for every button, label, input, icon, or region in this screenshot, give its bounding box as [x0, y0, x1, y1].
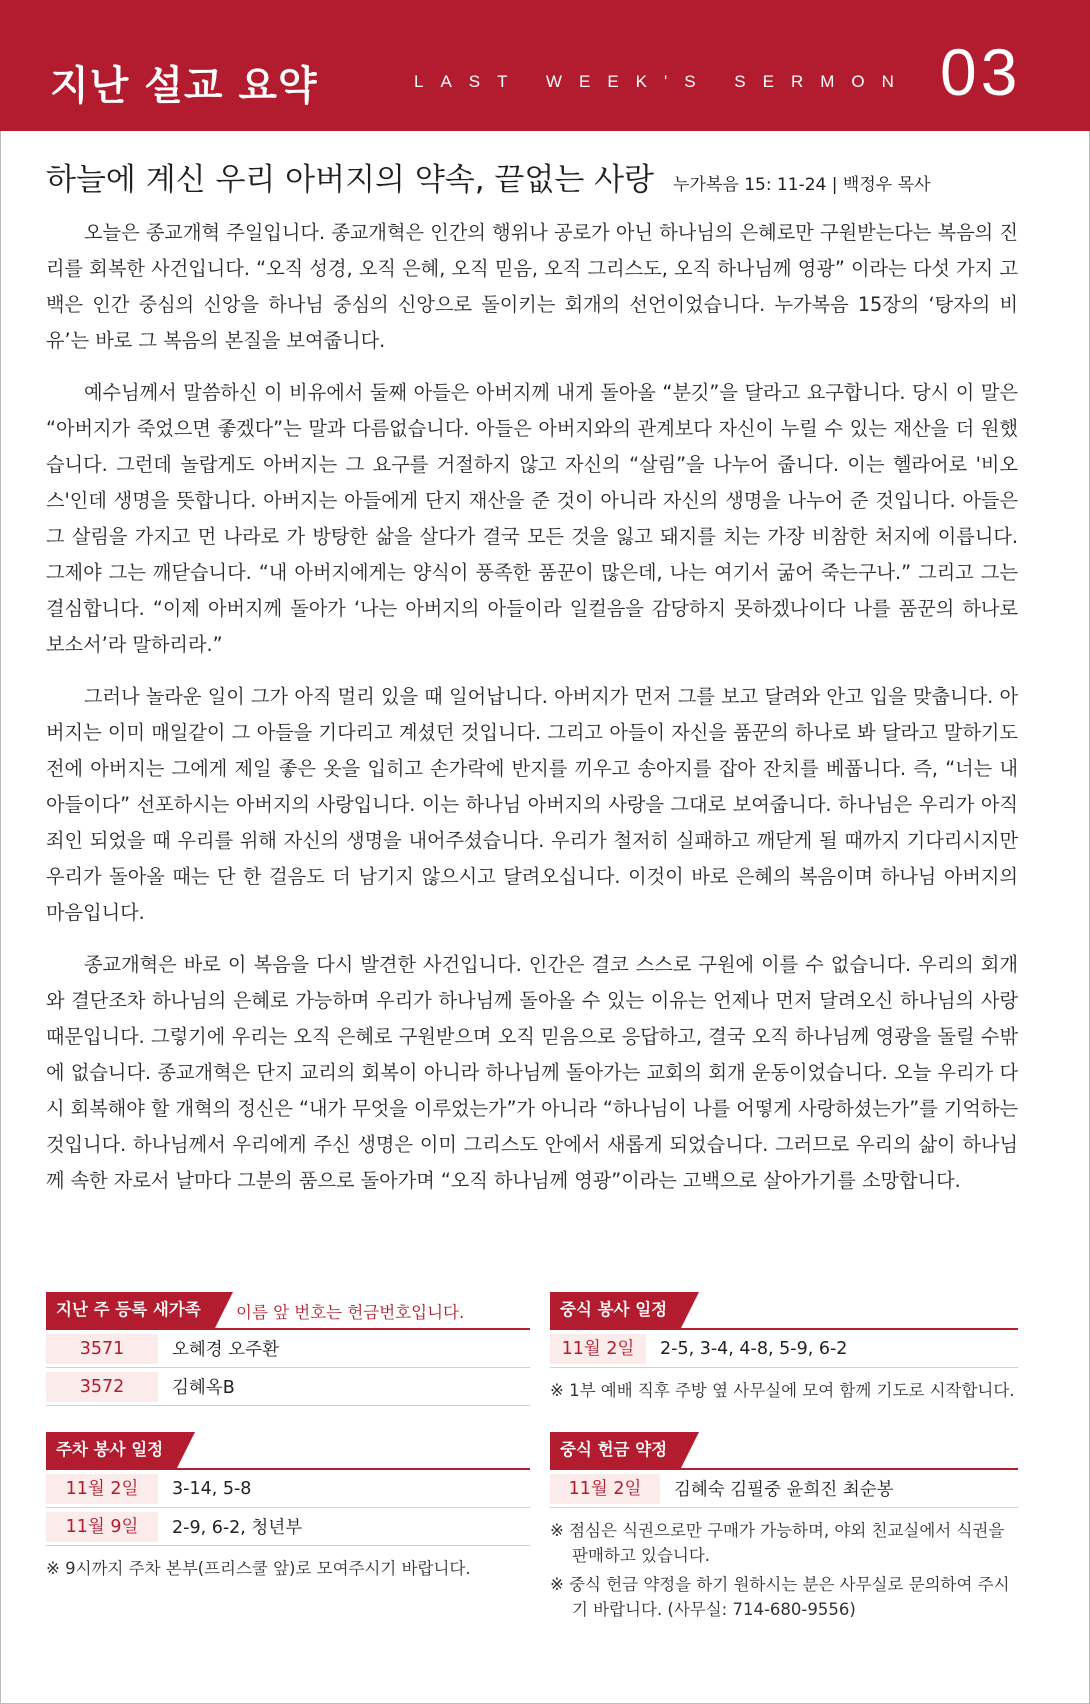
lunch-pledge-label: 중식 헌금 약정: [550, 1432, 681, 1468]
parking-note: ※ 9시까지 주차 본부(프리스쿨 앞)로 모여주시기 바랍니다.: [46, 1559, 471, 1578]
pledge-names: 김혜숙 김필중 윤희진 최순봉: [674, 1480, 894, 1500]
table-row: [46, 1508, 530, 1546]
lunch-pledge-notes: [550, 1518, 1018, 1622]
lunch-service-label: 중식 봉사 일정: [550, 1292, 681, 1328]
sermon-reference: 누가복음 15: 11-24 | 백정우 목사: [673, 175, 931, 195]
lunch-pledge-box: [550, 1432, 1018, 1622]
parking-box: [46, 1432, 530, 1581]
table-row: [46, 1470, 530, 1508]
sermon-paragraph: 오늘은 종교개혁 주일입니다. 종교개혁은 인간의 행위나 공로가 아닌 하나님의 은혜로만 구원받는다는 복음의 진리를 회복한 사건입니다. “오직 성경, 오직 은혜, 오직 믿음, 오직 그리스도, 오직 하나님께 영광” 이라는 다섯 가지 고백은 인간 중심의 신앙을 하나님 중심의 신앙으로 돌이키는 회개의 선언이었습니다. 누가복음 15장의 ‘탕자의 비유’는 바로 그 복음의 본질을 보여줍니다.: [46, 221, 1018, 352]
new-family-label: 지난 주 등록 새가족: [46, 1292, 215, 1328]
lunch-pledge-note: ※ 점심은 식권으로만 구매가 가능하며, 야외 친교실에서 식권을 판매하고 있습니다.: [550, 1521, 1005, 1565]
section-title: 지난 설교 요약: [50, 63, 318, 109]
table-row: [550, 1330, 1018, 1368]
family-names: 김혜옥B: [172, 1378, 235, 1398]
family-names: 오혜경 오주환: [172, 1340, 279, 1360]
parking-label: 주차 봉사 일정: [46, 1432, 177, 1468]
schedule-date: 11월 2일: [46, 1474, 158, 1504]
lunch-pledge-note: ※ 중식 헌금 약정을 하기 원하시는 분은 사무실로 문의하여 주시기 바랍니다. (사무실: 714-680-9556): [550, 1575, 1010, 1619]
new-family-note: 이름 앞 번호는 헌금번호입니다.: [236, 1303, 465, 1322]
schedule-groups: 2-5, 3-4, 4-8, 5-9, 6-2: [660, 1338, 848, 1359]
sermon-paragraph: 종교개혁은 바로 이 복음을 다시 발견한 사건입니다. 인간은 결코 스스로 구원에 이를 수 없습니다. 우리의 회개와 결단조차 하나님의 은혜로 가능하며 우리가 하나님께 돌아올 수 있는 이유는 언제나 먼저 달려오신 하나님의 사랑 때문입니다. 그렇기에 우리는 오직 은혜로 구원받으며 오직 믿음으로 응답하고, 결국 오직 하나님께 영광을 돌릴 수밖에 없습니다. 종교개혁은 단지 교리의 회복이 아니라 하나님께 돌아가는 교회의 회개 운동이었습니다. 오늘 우리가 다시 회복해야 할 개혁의 정신은 “내가 무엇을 이루었는가”가 아니라 “하나님이 나를 어떻게 사랑하셨는가”를 기억하는 것입니다. 하나님께서 우리에게 주신 생명은 이미 그리스도 안에서 새롭게 되었습니다. 그러므로 우리의 삶이 하나님께 속한 자로서 날마다 그분의 품으로 돌아가며 “오직 하나님께 영광”이라는 고백으로 살아가기를 소망합니다.: [46, 953, 1018, 1192]
schedule-groups: 3-14, 5-8: [172, 1478, 252, 1499]
sermon-body: [46, 215, 1018, 1215]
lunch-service-box: [550, 1292, 1018, 1403]
offering-number: 3572: [46, 1372, 158, 1402]
schedule-date: 11월 9일: [46, 1512, 158, 1542]
header-banner: [0, 0, 1090, 131]
offering-number: 3571: [46, 1334, 158, 1364]
sermon-paragraph: 그러나 놀라운 일이 그가 아직 멀리 있을 때 일어납니다. 아버지가 먼저 그를 보고 달려와 안고 입을 맞춥니다. 아버지는 이미 매일같이 그 아들을 기다리고 계셨던 것입니다. 그리고 아들이 자신을 품꾼의 하나로 봐 달라고 말하기도 전에 아버지는 그에게 제일 좋은 옷을 입히고 손가락에 반지를 끼우고 송아지를 잡아 잔치를 베풉니다. 즉, “너는 내 아들이다” 선포하시는 아버지의 사랑입니다. 이는 하나님 아버지의 사랑을 그대로 보여줍니다. 하나님은 우리가 아직 죄인 되었을 때 우리를 위해 자신의 생명을 내어주셨습니다. 우리가 철저히 실패하고 깨닫게 될 때까지 기다리시지만 우리가 돌아올 때는 단 한 걸음도 더 남기지 않으시고 달려오십니다. 이것이 바로 은혜의 복음이며 하나님 아버지의 마음입니다.: [46, 685, 1018, 924]
table-row: [46, 1330, 530, 1368]
table-row: [46, 1368, 530, 1406]
schedule-date: 11월 2일: [550, 1474, 660, 1504]
schedule-date: 11월 2일: [550, 1334, 646, 1364]
table-row: [550, 1470, 1018, 1508]
sermon-title-row: [46, 154, 1046, 199]
page-number: 03: [940, 35, 1022, 109]
sermon-title: 하늘에 계신 우리 아버지의 약속, 끝없는 사랑: [46, 162, 655, 198]
lunch-service-note: ※ 1부 예배 직후 주방 옆 사무실에 모여 함께 기도로 시작합니다.: [550, 1381, 1015, 1400]
section-subtitle: LAST WEEK'S SERMON: [414, 72, 911, 91]
sermon-paragraph: 예수님께서 말씀하신 이 비유에서 둘째 아들은 아버지께 내게 돌아올 “분깃”을 달라고 요구합니다. 당시 이 말은 “아버지가 죽었으면 좋겠다”는 말과 다름없습니다. 아들은 아버지와의 관계보다 자신이 누릴 수 있는 재산을 더 원했습니다. 그런데 놀랍게도 아버지는 그 요구를 거절하지 않고 자신의 “살림”을 나누어 줍니다. 이는 헬라어로 '비오스'인데 생명을 뜻합니다. 아버지는 아들에게 단지 재산을 준 것이 아니라 자신의 생명을 나누어 준 것입니다. 아들은 그 살림을 가지고 먼 나라로 가 방탕한 삶을 살다가 결국 모든 것을 잃고 돼지를 치는 가장 비참한 처지에 이릅니다. 그제야 그는 깨닫습니다. “내 아버지에게는 양식이 풍족한 품꾼이 많은데, 나는 여기서 굶어 죽는구나.” 그리고 그는 결심합니다. “이제 아버지께 돌아가 ‘나는 아버지의 아들이라 일컬음을 감당하지 못하겠나이다 나를 품꾼의 하나로 보소서’라 말하리라.”: [46, 381, 1018, 656]
schedule-groups: 2-9, 6-2, 청년부: [172, 1518, 303, 1538]
new-family-box: [46, 1292, 530, 1406]
